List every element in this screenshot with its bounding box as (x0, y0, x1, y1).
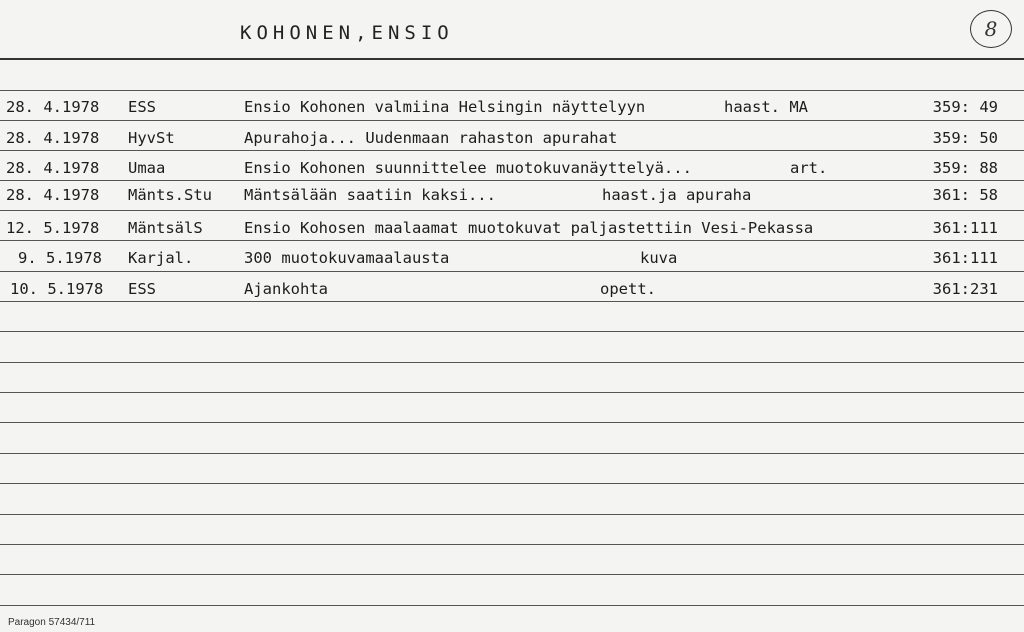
entry-reference: 361:231 (932, 280, 998, 298)
entry-date: 28. 4.1978 (6, 98, 100, 116)
entry-headline: 300 muotokuvamaalausta (244, 249, 450, 267)
entry-row (0, 98, 1024, 124)
entry-row (0, 159, 1024, 185)
entry-headline: Ensio Kohonen suunnittelee muotokuvanäyttelyä... (244, 159, 692, 177)
ruled-line (0, 90, 1024, 91)
ruled-line (0, 331, 1024, 332)
entry-date: 10. 5.1978 (10, 280, 104, 298)
entry-headline: Apurahoja... Uudenmaan rahaston apurahat (244, 129, 618, 147)
ruled-line (0, 544, 1024, 545)
entry-type: haast.ja apuraha (602, 186, 752, 204)
entry-reference: 359: 88 (932, 159, 998, 177)
entry-source: ESS (128, 280, 156, 298)
ruled-line (0, 392, 1024, 393)
entry-source: ESS (128, 98, 156, 116)
entry-type: kuva (640, 249, 678, 267)
card-number-stamp: 8 (970, 10, 1012, 48)
entry-date: 28. 4.1978 (6, 186, 100, 204)
entry-reference: 361:111 (932, 249, 998, 267)
entry-headline: Ensio Kohonen valmiina Helsingin näyttelyyn (244, 98, 646, 116)
entry-source: Umaa (128, 159, 166, 177)
ruled-line (0, 422, 1024, 423)
entry-row (0, 186, 1024, 212)
entry-reference: 361: 58 (932, 186, 998, 204)
ruled-line (0, 605, 1024, 606)
entry-date: 12. 5.1978 (6, 219, 100, 237)
entry-row (0, 219, 1024, 245)
ruled-line (0, 483, 1024, 484)
card-footer-imprint: Paragon 57434/711 (8, 617, 96, 628)
entry-row (0, 280, 1024, 306)
ruled-line (0, 514, 1024, 515)
entry-type: haast. MA (724, 98, 808, 116)
entry-row (0, 249, 1024, 275)
entry-headline: Ajankohta (244, 280, 328, 298)
entry-source: Mänts.Stu (128, 186, 212, 204)
entry-headline: Mäntsälään saatiin kaksi... (244, 186, 496, 204)
ruled-line (0, 453, 1024, 454)
entry-type: art. (790, 159, 828, 177)
entry-date: 28. 4.1978 (6, 129, 100, 147)
ruled-line (0, 362, 1024, 363)
entry-date: 9. 5.1978 (18, 249, 102, 267)
card-title: KOHONEN,ENSIO (240, 22, 454, 44)
entry-source: MäntsälS (128, 219, 203, 237)
entry-source: Karjal. (128, 249, 194, 267)
entry-row (0, 129, 1024, 155)
entry-reference: 359: 49 (932, 98, 998, 116)
entry-headline: Ensio Kohosen maalaamat muotokuvat paljastettiin Vesi-Pekassa (244, 219, 814, 237)
entry-date: 28. 4.1978 (6, 159, 100, 177)
entry-reference: 359: 50 (932, 129, 998, 147)
entry-type: opett. (600, 280, 656, 298)
entry-reference: 361:111 (932, 219, 998, 237)
ruled-line (0, 574, 1024, 575)
header-rule (0, 58, 1024, 60)
entry-source: HyvSt (128, 129, 175, 147)
